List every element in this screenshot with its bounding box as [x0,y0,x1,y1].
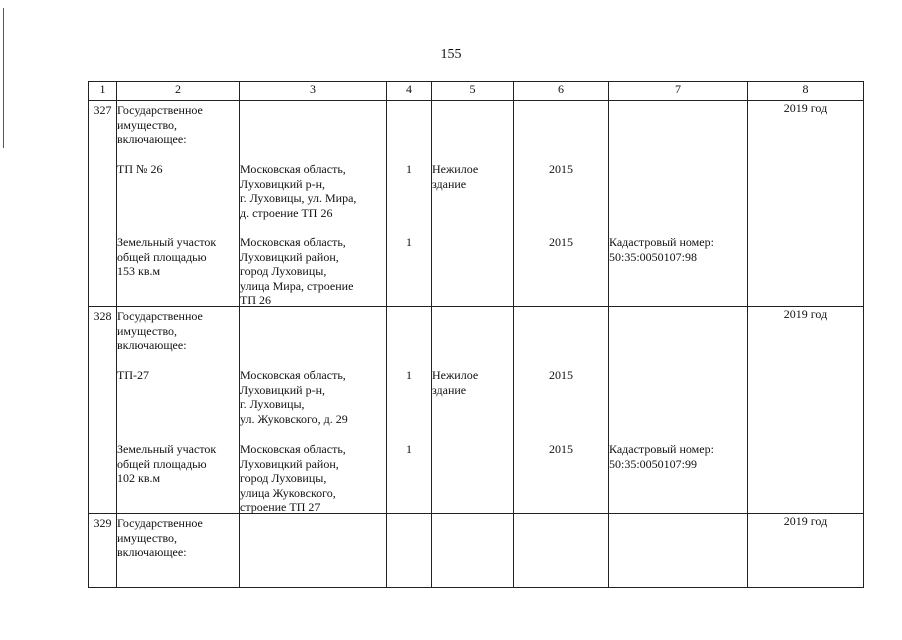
quantity-cell [387,514,432,588]
quantity-cell [387,101,432,307]
column-header: 4 [387,82,432,101]
column-header-row [89,82,864,101]
name-cell [117,101,240,307]
name-cell [117,514,240,588]
note-cell [609,307,748,514]
table-row [89,101,864,307]
record-year: 2019 год [748,101,864,307]
address-cell [240,307,387,514]
property-registry-table [88,81,864,588]
column-header: 3 [240,82,387,101]
note-cell [609,514,748,588]
record-number: 329 [89,514,117,588]
name-cell [117,307,240,514]
record-year: 2019 год [748,514,864,588]
column-header: 6 [514,82,609,101]
item-quantity: 1 [406,442,412,456]
item-type: Нежилое здание [432,162,479,191]
item-name: ТП-27 [117,368,149,382]
page-edge-line [3,8,4,148]
address-cell [240,101,387,307]
item-type [432,233,513,292]
item-note [609,366,747,440]
record-year: 2019 год [748,307,864,514]
item-note [609,160,747,233]
table-row [89,307,864,514]
type-cell [432,307,514,514]
item-quantity: 1 [406,162,412,176]
year-built-cell [514,307,609,514]
record-number: 327 [89,101,117,307]
item-note: Кадастровый номер: 50:35:0050107:98 [609,235,714,264]
record-title: Государственное имущество, включающее: [117,309,203,352]
item-name: Земельный участок общей площадью 153 кв.м [117,235,217,278]
item-quantity: 1 [406,235,412,249]
item-year: 2015 [549,162,573,176]
item-year: 2015 [549,368,573,382]
type-cell [432,101,514,307]
item-quantity: 1 [406,368,412,382]
note-cell [609,101,748,307]
item-name: ТП № 26 [117,162,163,176]
quantity-cell [387,307,432,514]
item-note: Кадастровый номер: 50:35:0050107:99 [609,442,714,471]
item-address: Московская область, Луховицкий р-н, г. Луховицы, ул. Жуковского, д. 29 [240,368,348,426]
record-title: Государственное имущество, включающее: [117,103,203,146]
item-year: 2015 [549,235,573,249]
column-header: 2 [117,82,240,101]
column-header: 1 [89,82,117,101]
record-number: 328 [89,307,117,514]
table-row [89,514,864,588]
year-built-cell [514,514,609,588]
type-cell [432,514,514,588]
item-year: 2015 [549,442,573,456]
item-address: Московская область, Луховицкий район, город Луховицы, улица Жуковского, строение ТП 27 [240,442,346,514]
page-number: 155 [440,47,462,62]
column-header: 5 [432,82,514,101]
year-built-cell [514,101,609,307]
item-address: Московская область, Луховицкий р-н, г. Луховицы, ул. Мира, д. строение ТП 26 [240,162,357,220]
column-header: 7 [609,82,748,101]
item-name: Земельный участок общей площадью 102 кв.м [117,442,217,485]
column-header: 8 [748,82,864,101]
item-type: Нежилое здание [432,368,479,397]
item-type [432,440,513,499]
address-cell [240,514,387,588]
record-title: Государственное имущество, включающее: [117,516,203,559]
item-address: Московская область, Луховицкий район, город Луховицы, улица Мира, строение ТП 26 [240,235,354,307]
